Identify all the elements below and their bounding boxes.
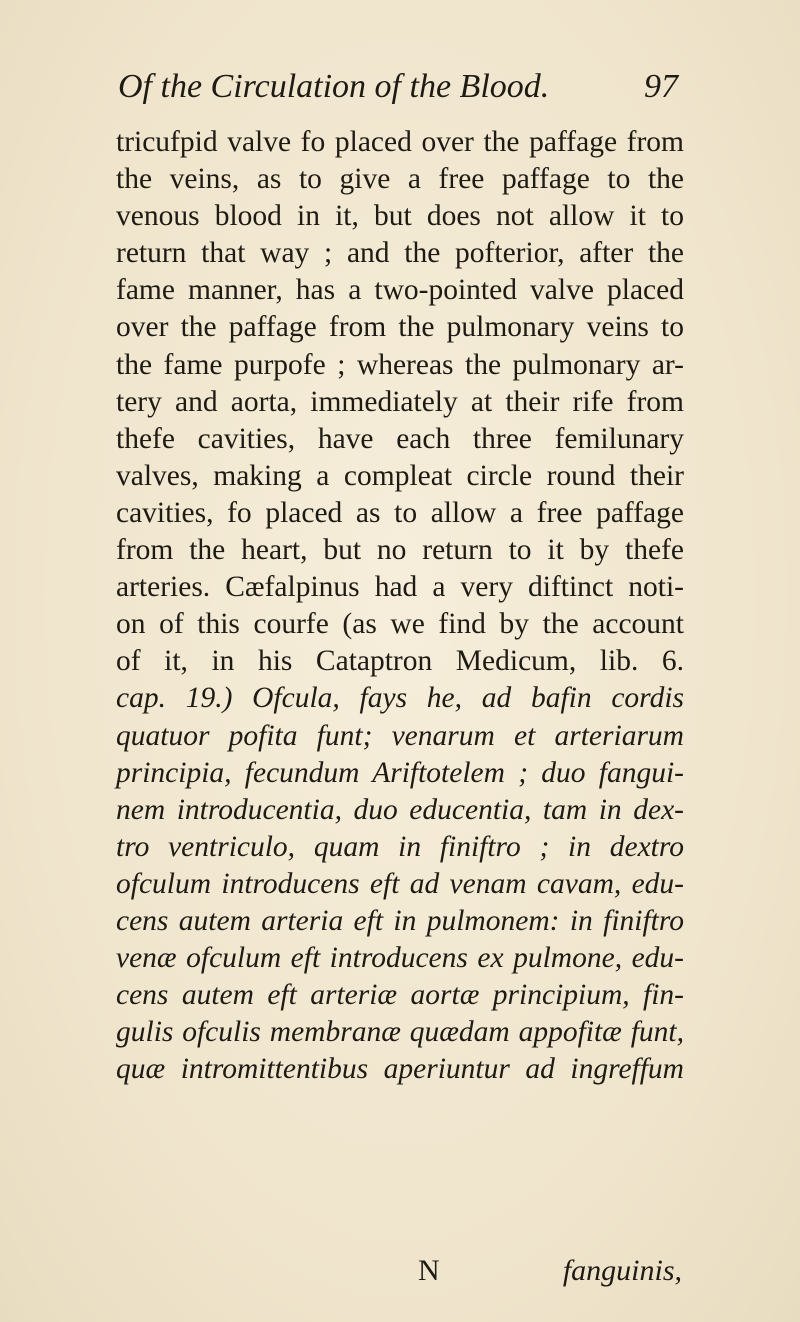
page-footer (116, 1254, 684, 1294)
text-line: over the paffage from the pulmonary veins to (116, 311, 684, 344)
text-line: arteries. Cæfalpinus had a very diftinct noti- (116, 571, 684, 604)
text-line: fame manner, has a two-pointed valve placed (116, 274, 684, 307)
text-line: tery and aorta, immediately at their rife from (116, 385, 684, 418)
text-line: cens autem arteria eft in pulmonem: in finiftro (116, 904, 684, 937)
text-line: cens autem eft arteriæ aortæ principium, fin- (116, 979, 684, 1012)
text-line: quatuor pofita funt; venarum et arteriarum (116, 719, 684, 752)
text-line: gulis ofculis membranæ quædam appofitæ funt, (116, 1016, 684, 1049)
text-line: venous blood in it, but does not allow it to (116, 200, 684, 233)
text-line: venæ ofculum eft introducens ex pulmone, edu- (116, 942, 684, 975)
body-text (116, 124, 684, 1088)
text-line: of it, in his Cataptron Medicum, lib. 6. (116, 645, 684, 678)
catchword: fanguinis, (562, 1254, 682, 1287)
text-line: cavities, fo placed as to allow a free paffage (116, 496, 684, 529)
text-line: tricufpid valve fo placed over the paffage from (116, 126, 684, 158)
text-line: the veins, as to give a free paffage to the (116, 163, 684, 196)
text-line: return that way ; and the pofterior, after the (116, 237, 684, 270)
text-line: from the heart, but no return to it by thefe (116, 534, 684, 567)
page-header (118, 68, 678, 114)
text-line: nem introducentia, duo educentia, tam in dex- (116, 793, 684, 826)
text-line: thefe cavities, have each three femilunary (116, 422, 684, 455)
page-number: 97 (644, 68, 678, 105)
text-line: cap. 19.) Ofcula, fays he, ad bafin cordis (116, 682, 684, 715)
text-line: tro ventriculo, quam in finiftro ; in dextro (116, 830, 684, 863)
running-title: Of the Circulation of the Blood. (118, 68, 550, 105)
signature-mark: N (418, 1254, 440, 1287)
text-line: quæ intromittentibus aperiuntur ad ingreffum (116, 1053, 684, 1086)
text-line: on of this courfe (as we find by the account (116, 608, 684, 641)
text-line: ofculum introducens eft ad venam cavam, edu- (116, 867, 684, 900)
text-line: principia, fecundum Ariftotelem ; duo fangui- (116, 756, 684, 789)
text-line: valves, making a compleat circle round their (116, 459, 684, 492)
text-line: the fame purpofe ; whereas the pulmonary ar- (116, 348, 684, 381)
